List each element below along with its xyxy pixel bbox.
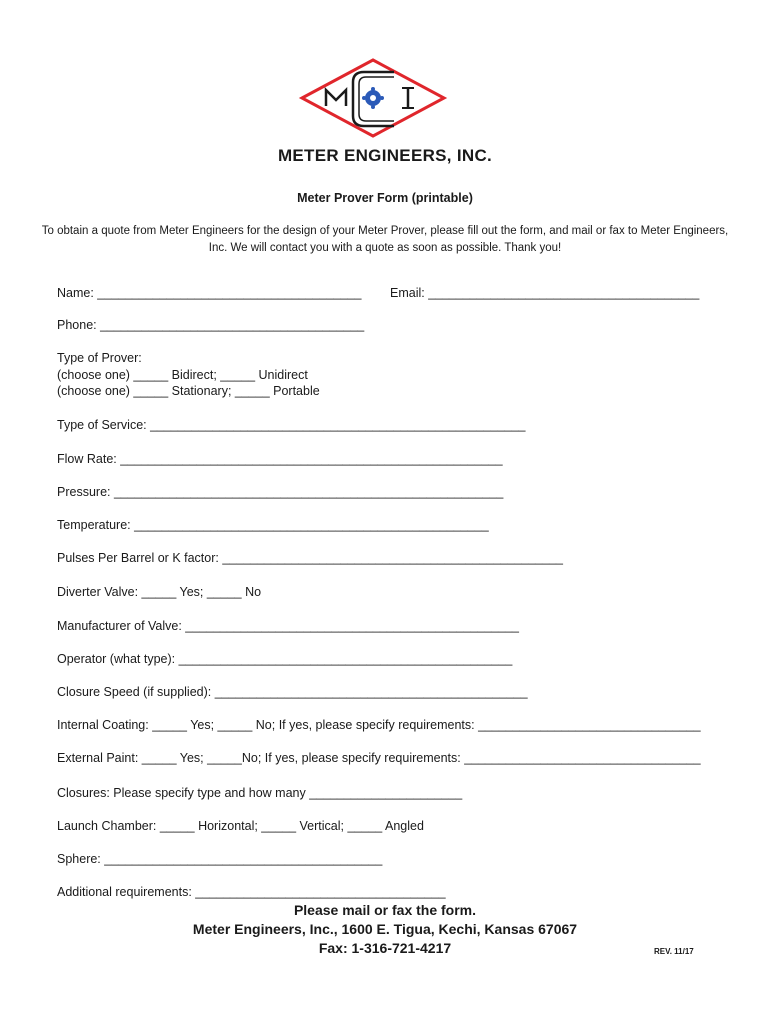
footer-address-line: Meter Engineers, Inc., 1600 E. Tigua, Kechi, Kansas 67067	[192, 921, 578, 937]
prover-direction-field[interactable]: (choose one) _____ Bidirect; _____ Unidirect	[57, 368, 308, 382]
phone-field[interactable]: Phone: ______________________________________	[57, 318, 365, 332]
temperature-field[interactable]: Temperature: ___________________________________________________	[57, 518, 489, 532]
manufacturer-field[interactable]: Manufacturer of Valve: ________________________________________________	[57, 619, 519, 633]
form-title: Meter Prover Form (printable)	[297, 191, 473, 205]
intro-text: To obtain a quote from Meter Engineers for the design of your Meter Prover, please fill out the form, and mail or fax to Meter Engineers, Inc. We will contact you with a quote as soon as possible. Thank you!	[41, 225, 729, 254]
external-paint-field[interactable]: External Paint: _____ Yes; _____No; If yes, please specify requirements: __________________________________	[57, 751, 701, 765]
revision-label: REV. 11/17	[654, 947, 694, 956]
closures-field[interactable]: Closures: Please specify type and how many ______________________	[57, 786, 463, 800]
pressure-field[interactable]: Pressure: ________________________________________________________	[57, 485, 504, 499]
company-name: METER ENGINEERS, INC.	[277, 146, 493, 165]
diverter-valve-field[interactable]: Diverter Valve: _____ Yes; _____ No	[57, 585, 262, 599]
name-field[interactable]: Name: ______________________________________	[57, 286, 362, 300]
prover-type-label: Type of Prover:	[57, 351, 142, 365]
operator-field[interactable]: Operator (what type): ________________________________________________	[57, 652, 513, 666]
footer-mail-line: Please mail or fax the form.	[293, 902, 477, 918]
company-logo	[298, 56, 448, 140]
email-field[interactable]: Email: _______________________________________	[390, 286, 700, 300]
additional-requirements-field[interactable]: Additional requirements: ____________________________________	[57, 885, 446, 899]
prover-mobility-field[interactable]: (choose one) _____ Stationary; _____ Portable	[57, 384, 320, 398]
closure-speed-field[interactable]: Closure Speed (if supplied): _____________________________________________	[57, 685, 528, 699]
service-field[interactable]: Type of Service: ______________________________________________________	[57, 418, 526, 432]
flow-rate-field[interactable]: Flow Rate: _______________________________________________________	[57, 452, 503, 466]
pulses-field[interactable]: Pulses Per Barrel or K factor: _________________________________________________	[57, 551, 563, 565]
footer-fax-line: Fax: 1-316-721-4217	[318, 940, 452, 956]
launch-chamber-field[interactable]: Launch Chamber: _____ Horizontal; _____ Vertical; _____ Angled	[57, 819, 424, 833]
internal-coating-field[interactable]: Internal Coating: _____ Yes; _____ No; If yes, please specify requirements: ________________________________	[57, 718, 701, 732]
sphere-field[interactable]: Sphere: ________________________________________	[57, 852, 383, 866]
